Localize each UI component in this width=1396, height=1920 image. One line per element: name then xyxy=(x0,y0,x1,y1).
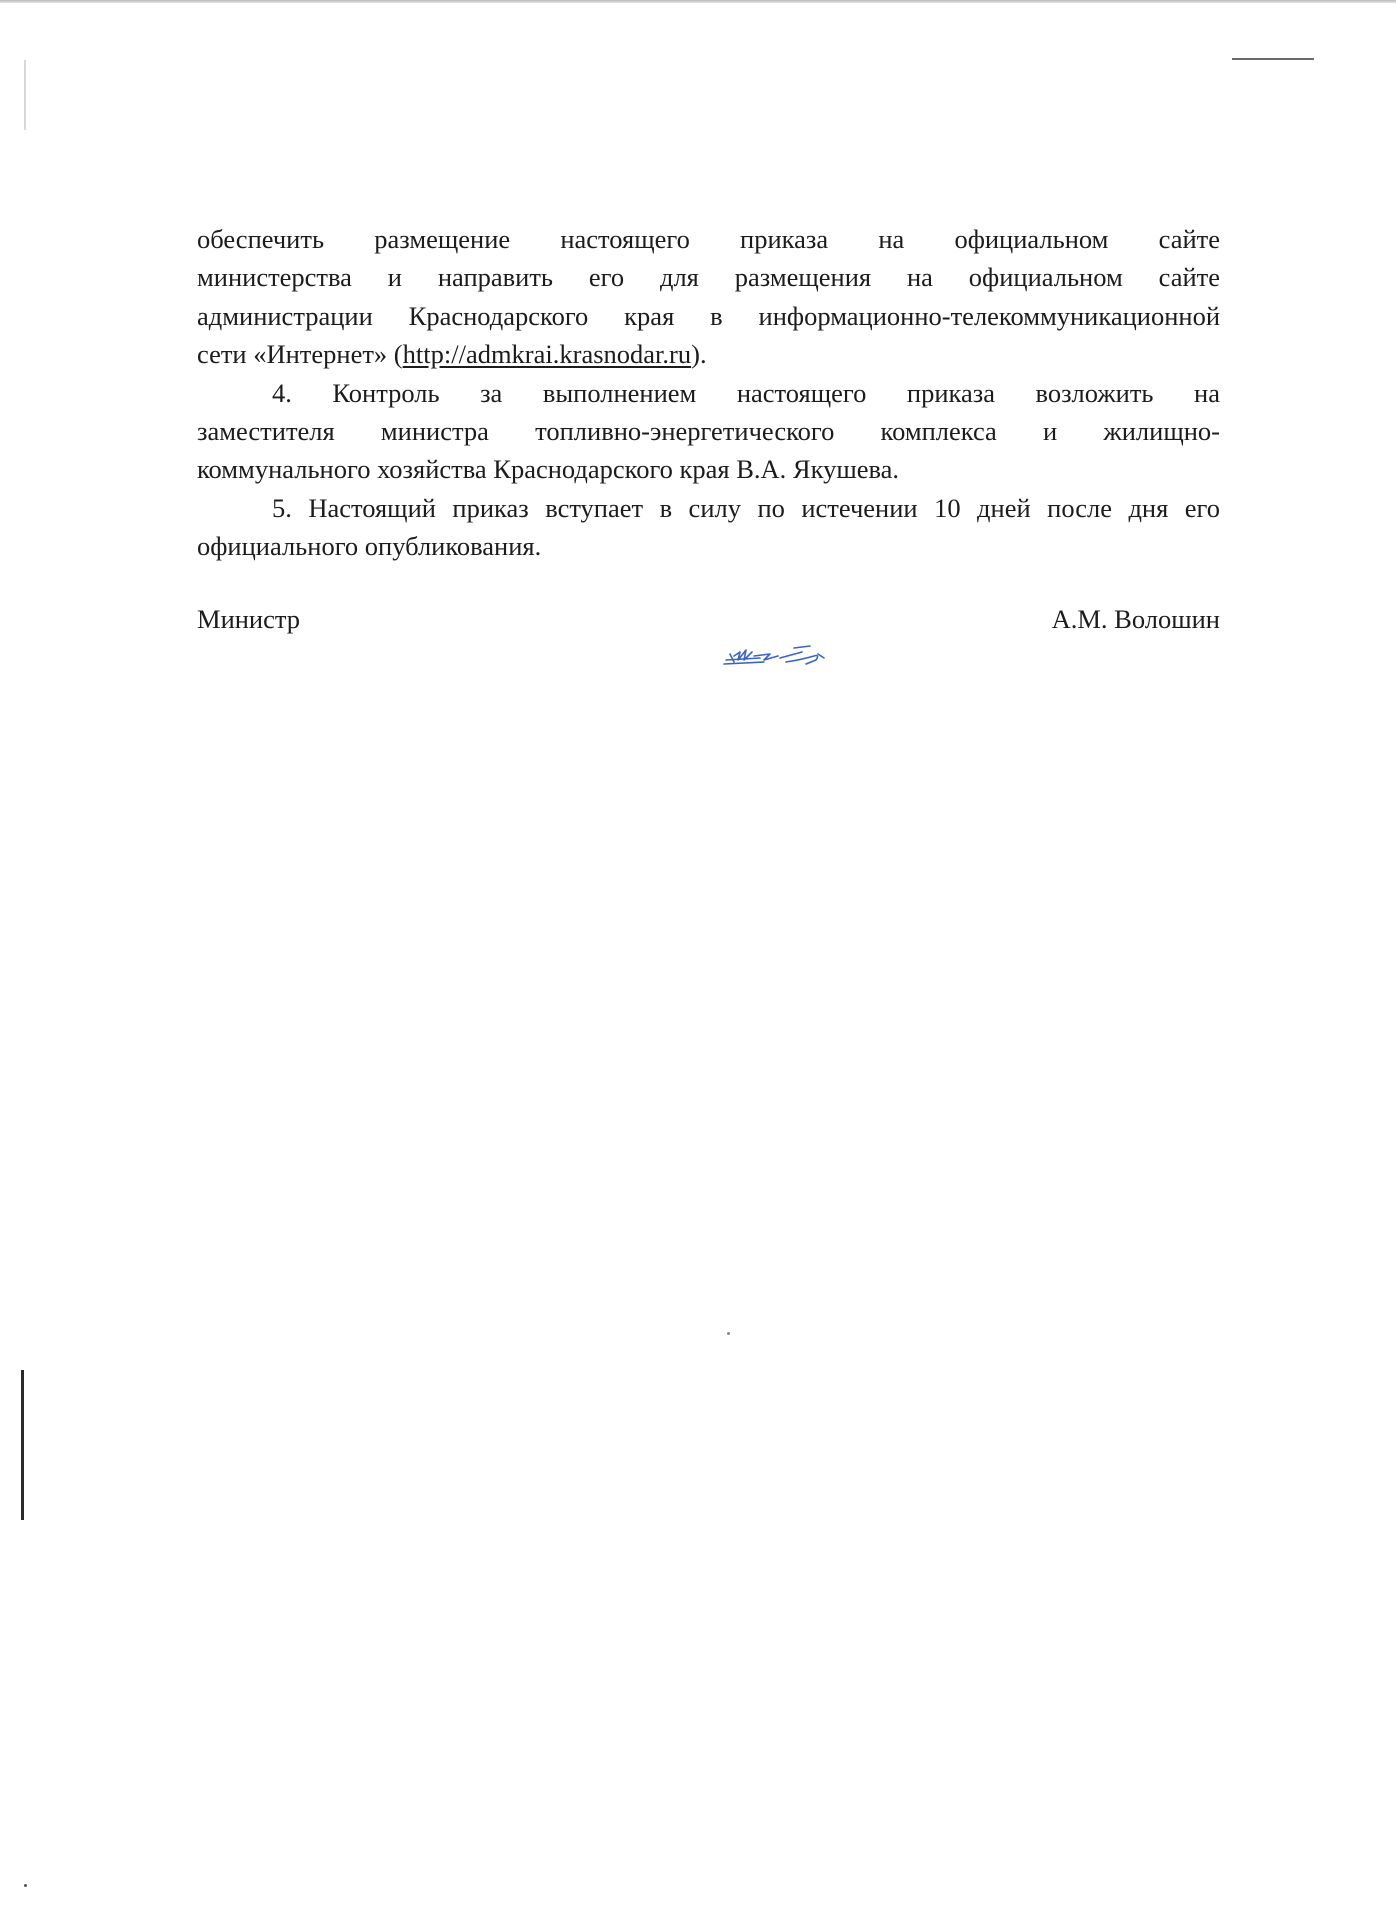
scan-dust-dot xyxy=(727,1332,730,1335)
document-body xyxy=(197,220,1220,566)
text-line: 5. Настоящий приказ вступает в силу по истечении 10 дней после дня его xyxy=(272,492,1220,523)
paragraph xyxy=(197,220,1220,374)
handwritten-signature xyxy=(720,638,840,670)
text-fragment: сети «Интернет» ( xyxy=(197,339,403,370)
scan-dust-dot xyxy=(24,1884,27,1887)
text-line: официального опубликования. xyxy=(197,531,542,562)
text-line: обеспечить размещение настоящего приказа на официальном сайте xyxy=(197,224,1220,254)
scan-edge-top xyxy=(0,0,1396,3)
text-line: министерства и направить его для размещения на официальном сайте xyxy=(197,262,1220,293)
signatory-position: Министр xyxy=(197,604,301,634)
text-fragment: ). xyxy=(691,339,707,370)
text-line: 4. Контроль за выполнением настоящего приказа возложить на xyxy=(272,377,1220,408)
scan-left-mark xyxy=(24,60,26,130)
text-line: заместителя министра топливно-энергетического комплекса и жилищно- xyxy=(197,415,1220,446)
paragraph xyxy=(197,374,1220,489)
signatory-name: А.М. Волошин xyxy=(1051,604,1220,634)
paragraph xyxy=(197,489,1220,566)
scan-left-binding-bar xyxy=(21,1370,24,1520)
website-link[interactable]: http://admkrai.krasnodar.ru xyxy=(402,339,692,370)
scan-top-right-line xyxy=(1232,58,1314,60)
text-line: администрации Краснодарского края в информационно-телекоммуникационной xyxy=(197,300,1220,331)
text-line: коммунального хозяйства Краснодарского края В.А. Якушева. xyxy=(197,454,900,485)
signature-block xyxy=(197,600,1220,638)
text-line xyxy=(197,335,1220,373)
